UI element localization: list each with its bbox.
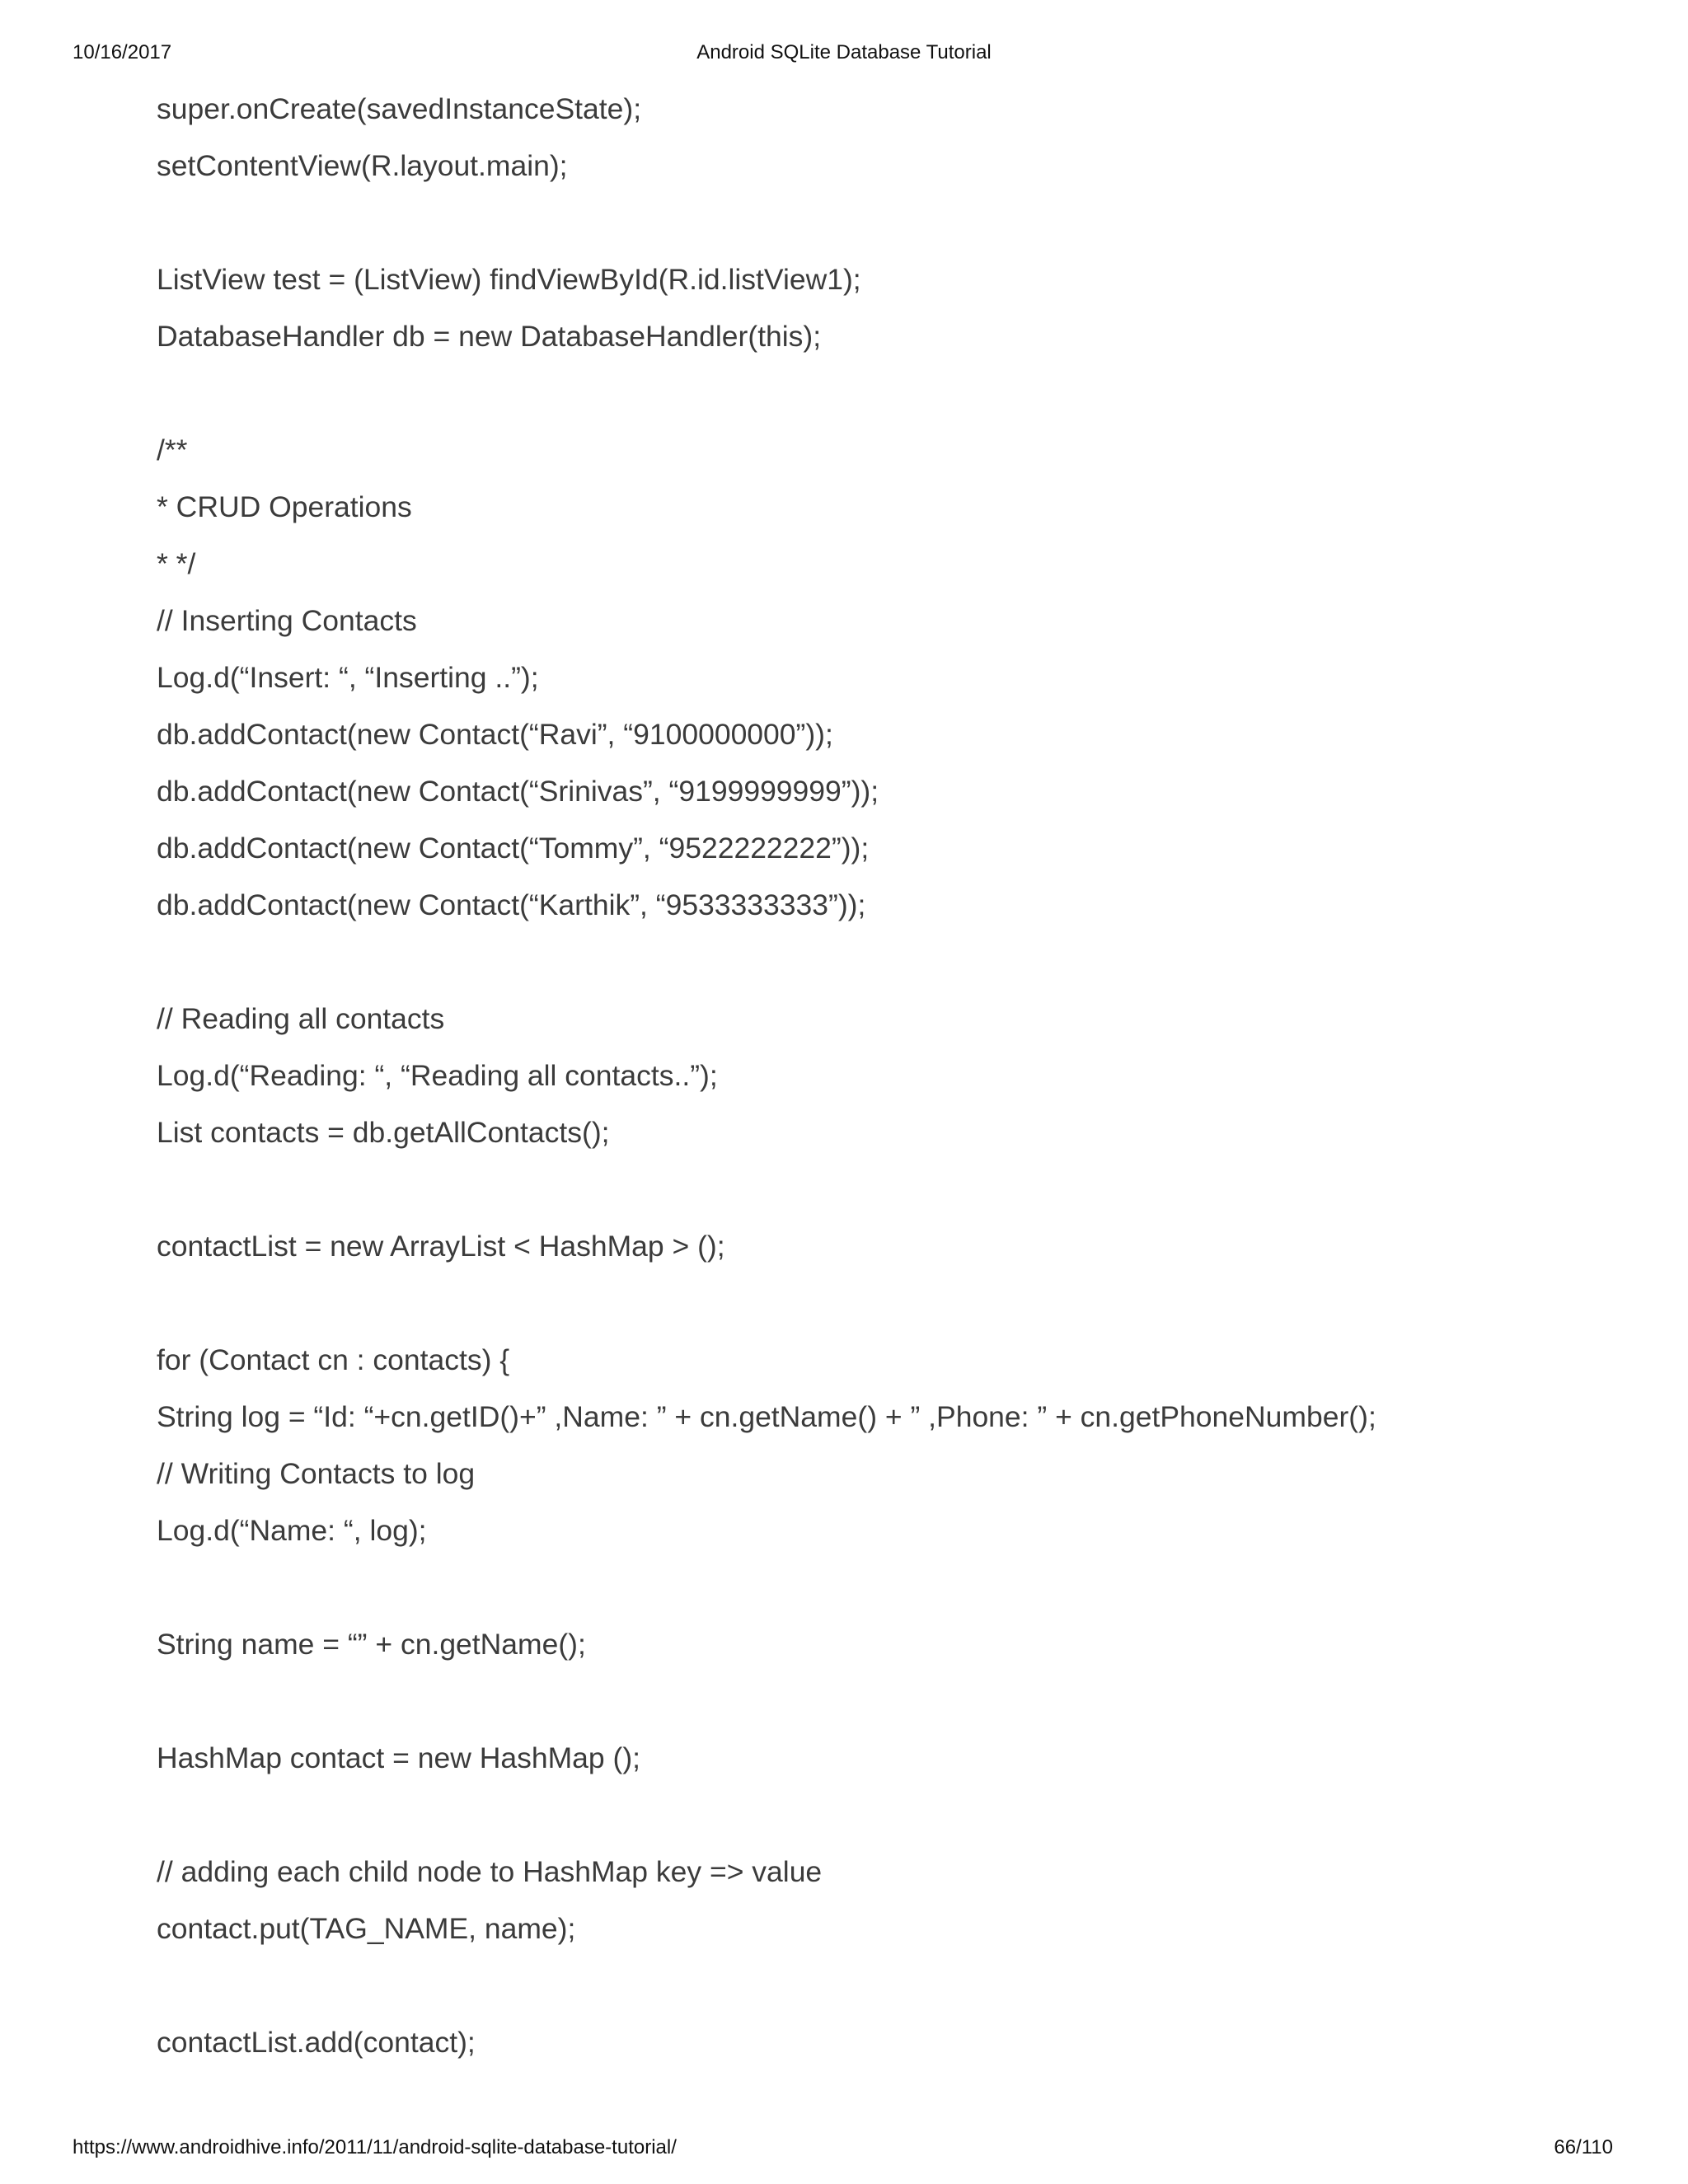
code-line: for (Contact cn : contacts) {: [157, 1343, 510, 1376]
code-line: super.onCreate(savedInstanceState);: [157, 92, 642, 125]
code-line: [157, 373, 1655, 429]
code-line: DatabaseHandler db = new DatabaseHandler(this);: [157, 320, 822, 353]
code-line: Log.d(“Reading: “, “Reading all contacts..”);: [157, 1059, 718, 1092]
code-line: // Writing Contacts to log: [157, 1457, 476, 1490]
code-line: db.addContact(new Contact(“Karthik”, “9533333333”));: [157, 888, 866, 921]
code-line: // Inserting Contacts: [157, 604, 417, 637]
code-line: // adding each child node to HashMap key => value: [157, 1855, 823, 1888]
code-line: contact.put(TAG_NAME, name);: [157, 1912, 576, 1945]
code-line: db.addContact(new Contact(“Srinivas”, “9199999999”));: [157, 775, 879, 808]
code-line: [157, 1282, 1655, 1339]
code-line: contactList = new ArrayList < HashMap > ();: [157, 1230, 725, 1263]
page-number: 66/110: [1554, 2136, 1613, 2158]
code-line: db.addContact(new Contact(“Ravi”, “9100000000”));: [157, 718, 833, 751]
code-line: * */: [157, 547, 196, 580]
code-line: db.addContact(new Contact(“Tommy”, “9522222222”));: [157, 832, 870, 865]
code-line: Log.d(“Insert: “, “Inserting ..”);: [157, 661, 539, 694]
code-line: contactList.add(contact);: [157, 2026, 476, 2059]
code-line: [157, 1680, 1655, 1737]
code-line: HashMap contact = new HashMap ();: [157, 1741, 640, 1774]
code-line: * CRUD Operations: [157, 490, 412, 523]
code-line: Log.d(“Name: “, log);: [157, 1514, 427, 1547]
code-listing: [157, 88, 1655, 2079]
code-line: [157, 202, 1655, 259]
code-line: [157, 1965, 1655, 2022]
header-date: 10/16/2017: [73, 41, 172, 63]
code-line: [157, 1794, 1655, 1851]
code-line: // Reading all contacts: [157, 1002, 445, 1035]
code-line: String log = “Id: “+cn.getID()+” ,Name: ” + cn.getName() + ” ,Phone: ” + cn.getPhoneNumber();: [157, 1400, 1376, 1433]
code-line: [157, 941, 1655, 998]
header-title: Android SQLite Database Tutorial: [696, 41, 992, 63]
code-line: String name = “” + cn.getName();: [157, 1628, 586, 1661]
footer-url: https://www.androidhive.info/2011/11/android-sqlite-database-tutorial/: [73, 2136, 677, 2158]
code-line: /**: [157, 434, 188, 466]
code-line: ListView test = (ListView) findViewById(R.id.listView1);: [157, 263, 861, 296]
code-line: setContentView(R.layout.main);: [157, 149, 568, 182]
code-line: [157, 1169, 1655, 1226]
code-line: List contacts = db.getAllContacts();: [157, 1116, 610, 1149]
code-line: [157, 1567, 1655, 1624]
